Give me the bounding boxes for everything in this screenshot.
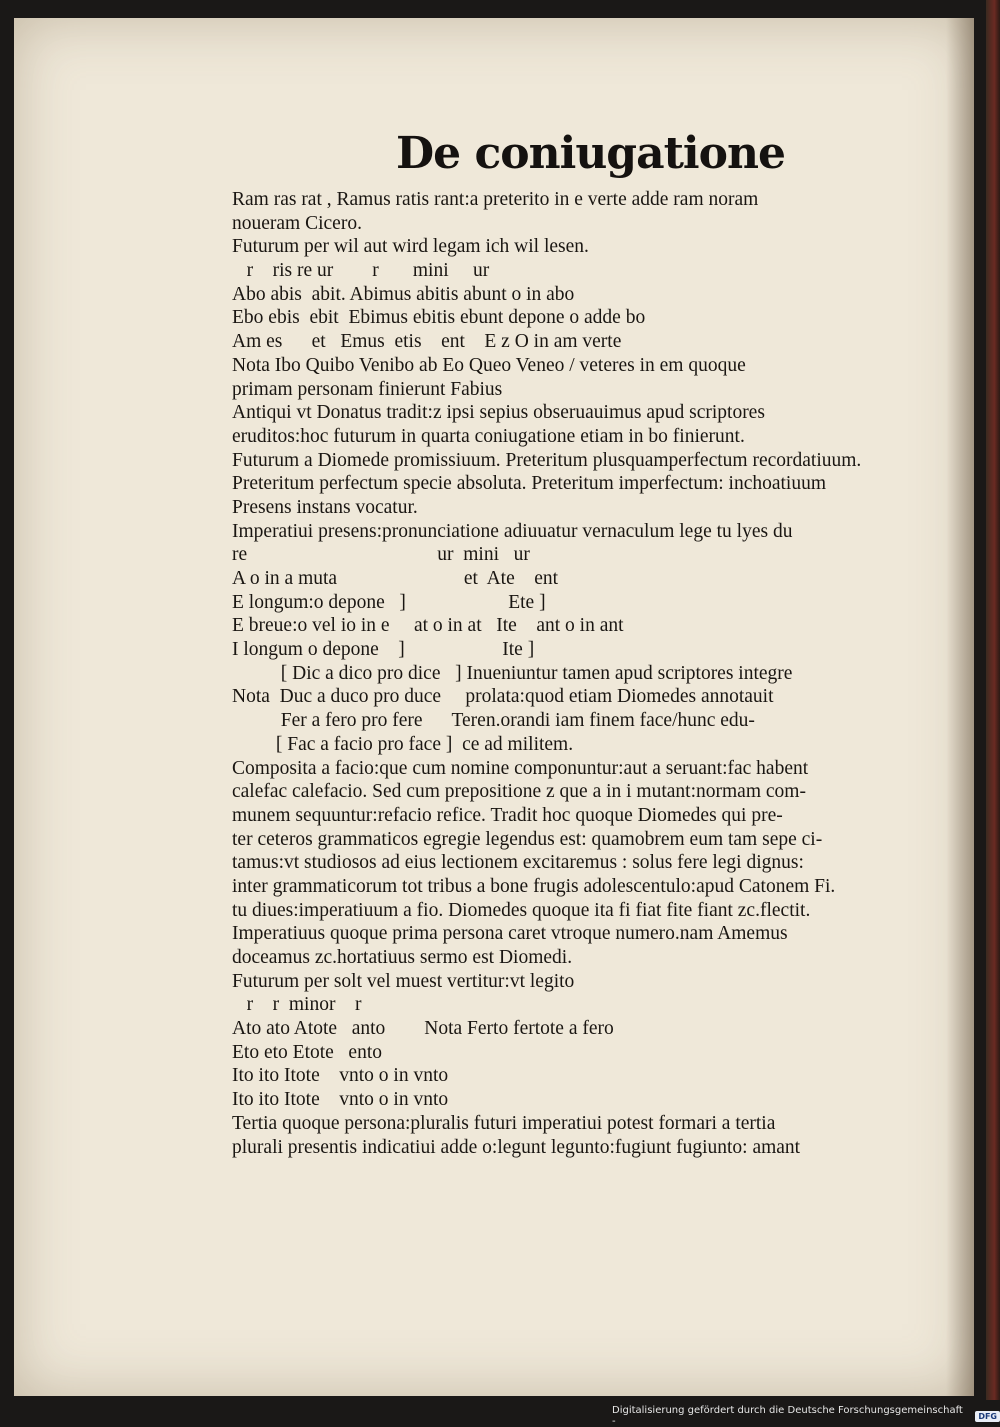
text-line: [ Fac a facio pro face ] ce ad militem. — [232, 733, 574, 755]
text-line: re ur mini ur — [232, 544, 530, 566]
text-line: Futurum a Diomede promissiuum. Preteritum plusquamperfectum recordatiuum. — [232, 449, 862, 471]
text-line: Preteritum perfectum specie absoluta. Preteritum imperfectum: inchoatiuum — [232, 473, 827, 495]
text-line: ter ceteros grammaticos egregie legendus est: quamobrem eum tam sepe ci- — [232, 828, 823, 850]
text-line: Ebo ebis ebit Ebimus ebitis ebunt depone o adde bo — [232, 307, 646, 329]
text-line: munem sequuntur:refacio refice. Tradit hoc quoque Diomedes qui pre- — [232, 804, 783, 826]
text-line: tamus:vt studiosos ad eius lectionem excitaremus : solus fere legi dignus: — [232, 852, 804, 874]
text-line: E longum:o depone ] Ete ] — [232, 591, 546, 613]
text-line: tu diues:imperatiuum a fio. Diomedes quoque ita fi fiat fite fiant zc.flectit. — [232, 899, 811, 921]
text-line: Ito ito Itote vnto o in vnto — [232, 1089, 449, 1111]
text-line: Tertia quoque persona:pluralis futuri imperatiui potest formari a tertia — [232, 1112, 776, 1134]
footer — [612, 1405, 1000, 1427]
text-line: calefac calefacio. Sed cum prepositione z que a in i mutant:normam com- — [232, 781, 806, 803]
text-line: Nota Ibo Quibo Venibo ab Eo Queo Veneo / veteres in em quoque — [232, 354, 746, 376]
text-line: Am es et Emus etis ent E z O in am verte — [232, 331, 622, 353]
footer-credit: Digitalisierung gefördert durch die Deutsche Forschungsgemeinschaft - — [612, 1405, 963, 1427]
text-line: r r minor r — [232, 994, 362, 1016]
text-line: Antiqui vt Donatus tradit:z ipsi sepius obseruauimus apud scriptores — [232, 402, 765, 424]
book-page — [14, 18, 974, 1396]
dfg-logo: DFG — [975, 1411, 1000, 1422]
text-line: A o in a muta et Ate ent — [232, 568, 559, 589]
text-line: Ram ras rat , Ramus ratis rant:a preterito in e verte adde ram noram — [232, 189, 759, 210]
text-line: Composita a facio:que cum nomine componuntur:aut a seruant:fac habent — [232, 757, 809, 779]
text-line: Abo abis abit. Abimus abitis abunt o in abo — [232, 283, 575, 305]
text-line: Futurum per solt vel muest vertitur:vt legito — [232, 970, 575, 992]
page-heading: De coniugatione — [396, 128, 785, 179]
book-edge — [986, 0, 1000, 1400]
text-line: eruditos:hoc futurum in quarta coniugatione etiam in bo finierunt. — [232, 425, 745, 447]
text-line: [ Dic a dico pro dice ] Inueniuntur tamen apud scriptores integre — [232, 662, 793, 684]
text-line: Ito ito Itote vnto o in vnto — [232, 1065, 449, 1087]
text-line: Fer a fero pro fere Teren.orandi iam finem face/hunc edu- — [232, 710, 755, 732]
text-line: Eto eto Etote ento — [232, 1041, 383, 1063]
text-line: inter grammaticorum tot tribus a bone frugis adolescentulo:apud Catonem Fi. — [232, 875, 836, 897]
text-line: E breue:o vel io in e at o in at Ite ant o in ant — [232, 615, 624, 637]
text-line: noueram Cicero. — [232, 212, 362, 234]
text-line: Futurum per wil aut wird legam ich wil lesen. — [232, 236, 589, 258]
text-line: doceamus zc.hortatiuus sermo est Diomedi. — [232, 947, 573, 968]
text-line: Nota Duc a duco pro duce prolata:quod etiam Diomedes annotauit — [232, 686, 774, 708]
text-line: Presens instans vocatur. — [232, 496, 418, 518]
text-line: Ato ato Atote anto Nota Ferto fertote a fero — [232, 1018, 614, 1040]
text-line: r ris re ur r mini ur — [232, 260, 490, 282]
text-line: Imperatiuus quoque prima persona caret vtroque numero.nam Amemus — [232, 923, 788, 945]
text-line: I longum o depone ] Ite ] — [232, 639, 535, 661]
body-text — [232, 188, 932, 1159]
text-line: plurali presentis indicatiui adde o:legunt legunto:fugiunt fugiunto: amant — [232, 1136, 801, 1158]
text-line: Imperatiui presens:pronunciatione adiuuatur vernaculum lege tu lyes du — [232, 520, 793, 542]
text-line: primam personam finierunt Fabius — [232, 378, 503, 400]
